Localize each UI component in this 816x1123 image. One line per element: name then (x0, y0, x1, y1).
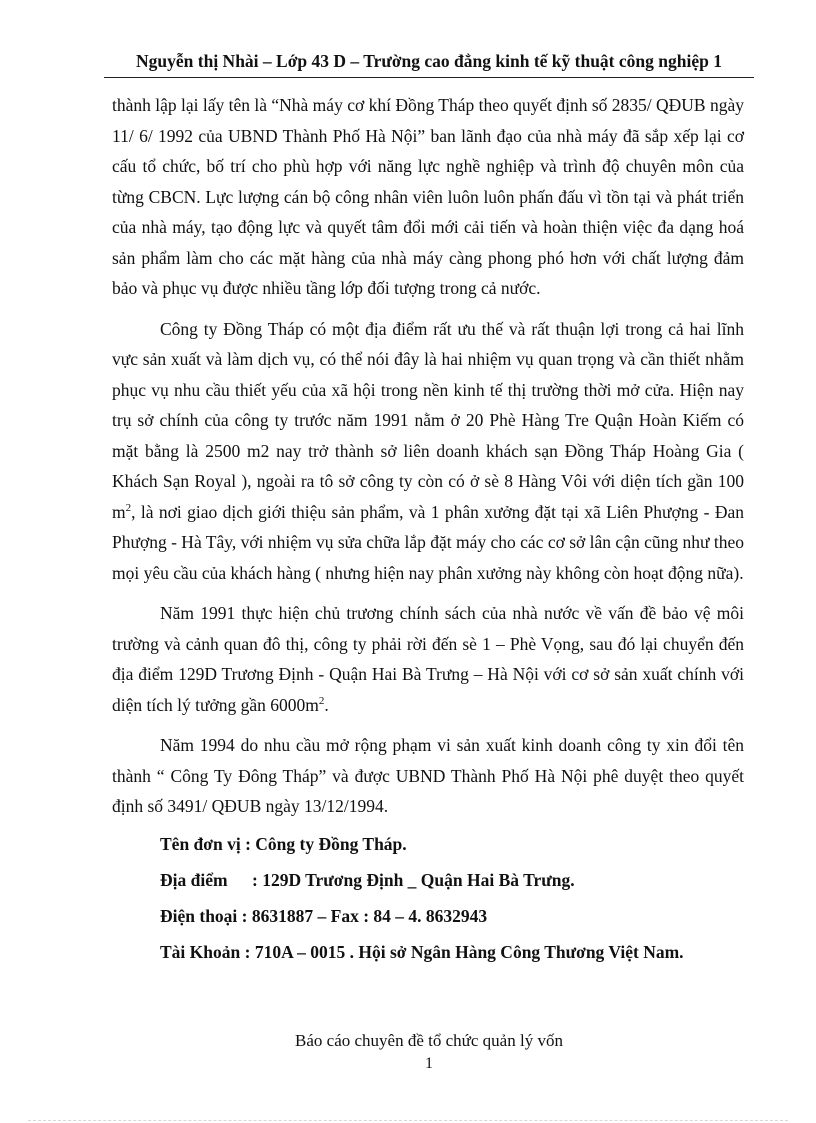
company-info (112, 826, 744, 970)
page-number: 1 (425, 1055, 433, 1072)
info-address-label: Địa điểm (160, 869, 228, 890)
document-body (112, 90, 744, 970)
paragraph-2 (112, 314, 744, 589)
paragraph-2-text-a: Công ty Đồng Tháp có một địa điểm rất ưu thế và rất thuận lợi trong cả hai lĩnh vực sản xuất và làm dịch vụ, có thể nói đây là hai nhiệm vụ quan trọng và cần thiết nhằm phục vụ nhu cầu thiết yếu của xã hội trong nền kinh tế thị trường thời mở cửa. Hiện nay trụ sở chính của công ty trước năm 1991 nằm ở 20 Phè Hàng Tre Quận Hoàn Kiếm có mặt bằng là 2500 m2 nay trở thành sở liên doanh khách sạn Đồng Tháp Hoàng Gia ( Khách Sạn Royal ), ngoài ra tô sở công ty còn có ở sè 8 Hàng Vôi với diện tích gần 100 m (112, 318, 744, 522)
paragraph-1: thành lập lại lấy tên là “Nhà máy cơ khí Đồng Tháp theo quyết định số 2835/ QĐUB ngày 11/ 6/ 1992 của UBND Thành Phố Hà Nội” ban lãnh đạo của nhà máy đã sắp xếp lại cơ cấu tổ chức, bố trí cho phù hợp với năng lực nghề nghiệp và trình độ chuyên môn của từng CBCN. Lực lượng cán bộ công nhân viên luôn luôn phấn đấu vì tồn tại và phát triển của nhà máy, tạo động lực và quyết tâm đổi mới cải tiến và hoàn thiện việc đa dạng hoá sản phẩm làm cho các mặt hàng của nhà máy càng phong phó hơn với chất lượng đảm bảo và phục vụ được nhiều tầng lớp đối tượng trong cả nước. (112, 95, 744, 298)
paragraph-3 (112, 598, 744, 720)
page-header: Nguyễn thị Nhài – Lớp 43 D – Trường cao đẳng kinh tế kỹ thuật công nghiệp 1 (104, 50, 754, 78)
info-phone: Điện thoại : 8631887 – Fax : 84 – 4. 8632943 (160, 905, 488, 926)
paragraph-3-text-a: Năm 1991 thực hiện chủ trương chính sách của nhà nước về vấn đề bảo vệ môi trường và cảnh quan đô thị, công ty phải rời đến sè 1 – Phè Vọng, sau đó lại chuyển đến địa điểm 129D Trương Định - Quận Hai Bà Trưng – Hà Nội với cơ sở sản xuất chính với diện tích lý tưởng gần 6000m (112, 603, 744, 715)
info-account: Tài Khoản : 710A – 0015 . Hội sở Ngân Hàng Công Thương Việt Nam. (160, 941, 684, 962)
paragraph-3-text-b: . (324, 694, 329, 715)
info-company-name: Tên đơn vị : Công ty Đồng Tháp. (160, 833, 407, 854)
superscript-square: 2 (318, 694, 325, 707)
info-address-value: : 129D Trương Định _ Quận Hai Bà Trưng. (252, 869, 575, 890)
info-address (112, 862, 744, 898)
footer-title: Báo cáo chuyên đề tổ chức quản lý vốn (295, 1031, 563, 1050)
paragraph-4: Năm 1994 do nhu cầu mở rộng phạm vi sản xuất kinh doanh công ty xin đổi tên thành “ Công Ty Đông Tháp” và được UBND Thành Phố Hà Nội phê duyệt theo quyết định số 3491/ QĐUB ngày 13/12/1994. (112, 735, 744, 816)
paragraph-2-text-b: , là nơi giao dịch giới thiệu sản phẩm, và 1 phân xưởng đặt tại xã Liên Phượng - Đan Phượng - Hà Tây, với nhiệm vụ sửa chữa lắp đặt máy cho các cơ sở lân cận cũng như theo mọi yêu cầu của khách hàng ( nhưng hiện nay phân xưởng này không còn hoạt động nữa). (112, 501, 744, 583)
superscript-square: 2 (125, 501, 132, 514)
page-bottom-divider (28, 1120, 788, 1121)
